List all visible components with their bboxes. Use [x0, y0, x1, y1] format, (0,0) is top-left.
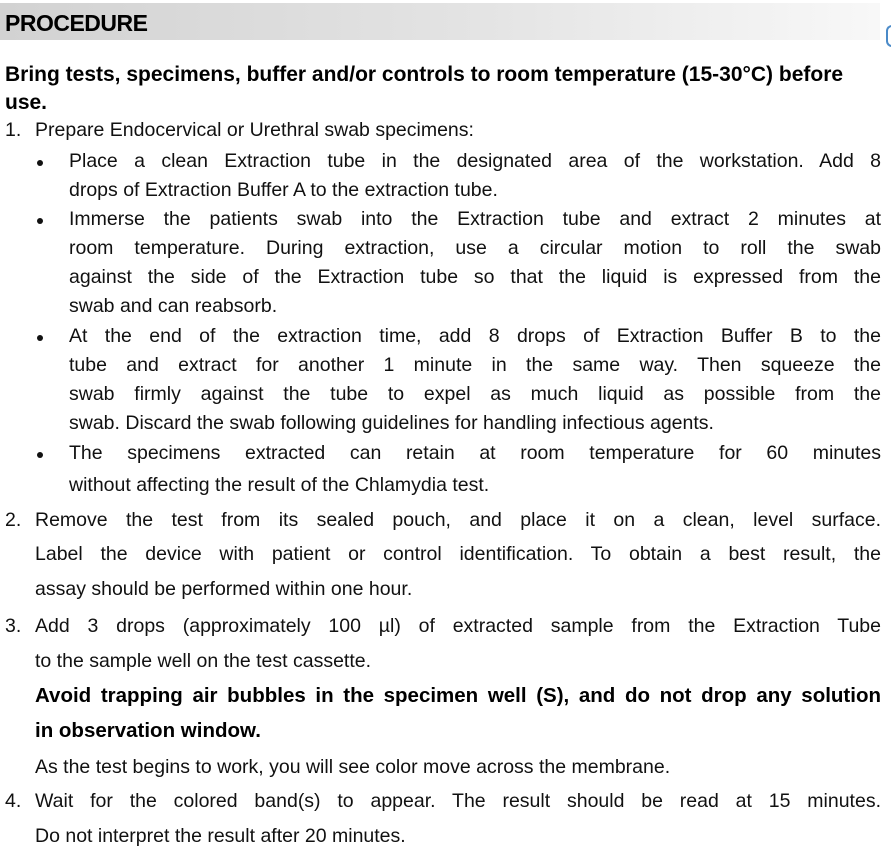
- bullet-icon: [37, 452, 43, 458]
- bullet-3-line-2: tube and extract for another 1 minute in the same way. Then squeeze the: [69, 354, 881, 376]
- step-3-number: 3.: [5, 615, 22, 637]
- section-title: PROCEDURE: [5, 10, 148, 36]
- step-2-line-1: Remove the test from its sealed pouch, and place it on a clean, level surface.: [35, 509, 881, 531]
- step-3-note: As the test begins to work, you will see color move across the membrane.: [35, 756, 671, 778]
- bullet-2-line-2: room temperature. During extraction, use a circular motion to roll the swab: [69, 237, 881, 259]
- step-2-line-3: assay should be performed within one hour.: [35, 578, 413, 600]
- step-2-line-2: Label the device with patient or control identification. To obtain a best result, the: [35, 543, 881, 565]
- bullet-2-line-3: against the side of the Extraction tube so that the liquid is expressed from the: [69, 266, 881, 288]
- page-edge-mark: [886, 25, 891, 47]
- bullet-3-line-4: swab. Discard the swab following guidelines for handling infectious agents.: [69, 412, 714, 434]
- step-3-warning-line-1: Avoid trapping air bubbles in the specimen well (S), and do not drop any solution: [35, 684, 881, 707]
- step-3-line-1: Add 3 drops (approximately 100 µl) of extracted sample from the Extraction Tube: [35, 615, 881, 637]
- bullet-2-line-4: swab and can reabsorb.: [69, 295, 278, 317]
- intro-instruction: Bring tests, specimens, buffer and/or controls to room temperature (15-30°C) before use.: [5, 63, 844, 114]
- bullet-1-line-1: Place a clean Extraction tube in the designated area of the workstation. Add 8: [69, 150, 881, 172]
- bullet-icon: [37, 218, 43, 224]
- bullet-4-line-2: without affecting the result of the Chlamydia test.: [69, 474, 490, 496]
- step-1-number: 1.: [5, 119, 22, 141]
- step-4-line-2: Do not interpret the result after 20 minutes.: [35, 825, 406, 847]
- step-1-text: Prepare Endocervical or Urethral swab specimens:: [35, 119, 474, 141]
- bullet-icon: [37, 335, 43, 341]
- step-4-number: 4.: [5, 790, 22, 812]
- bullet-4-line-1: The specimens extracted can retain at room temperature for 60 minutes: [69, 442, 881, 464]
- section-header-bar: [0, 3, 880, 40]
- step-3-warning-line-2: in observation window.: [35, 719, 261, 742]
- bullet-3-line-3: swab firmly against the tube to expel as much liquid as possible from the: [69, 383, 881, 405]
- bullet-1-line-2: drops of Extraction Buffer A to the extraction tube.: [69, 179, 498, 201]
- bullet-icon: [37, 160, 43, 166]
- bullet-3-line-1: At the end of the extraction time, add 8 drops of Extraction Buffer B to the: [69, 325, 881, 347]
- step-4-line-1: Wait for the colored band(s) to appear. The result should be read at 15 minutes.: [35, 790, 881, 812]
- bullet-2-line-1: Immerse the patients swab into the Extraction tube and extract 2 minutes at: [69, 208, 881, 230]
- step-2-number: 2.: [5, 509, 22, 531]
- step-3-line-2: to the sample well on the test cassette.: [35, 650, 372, 672]
